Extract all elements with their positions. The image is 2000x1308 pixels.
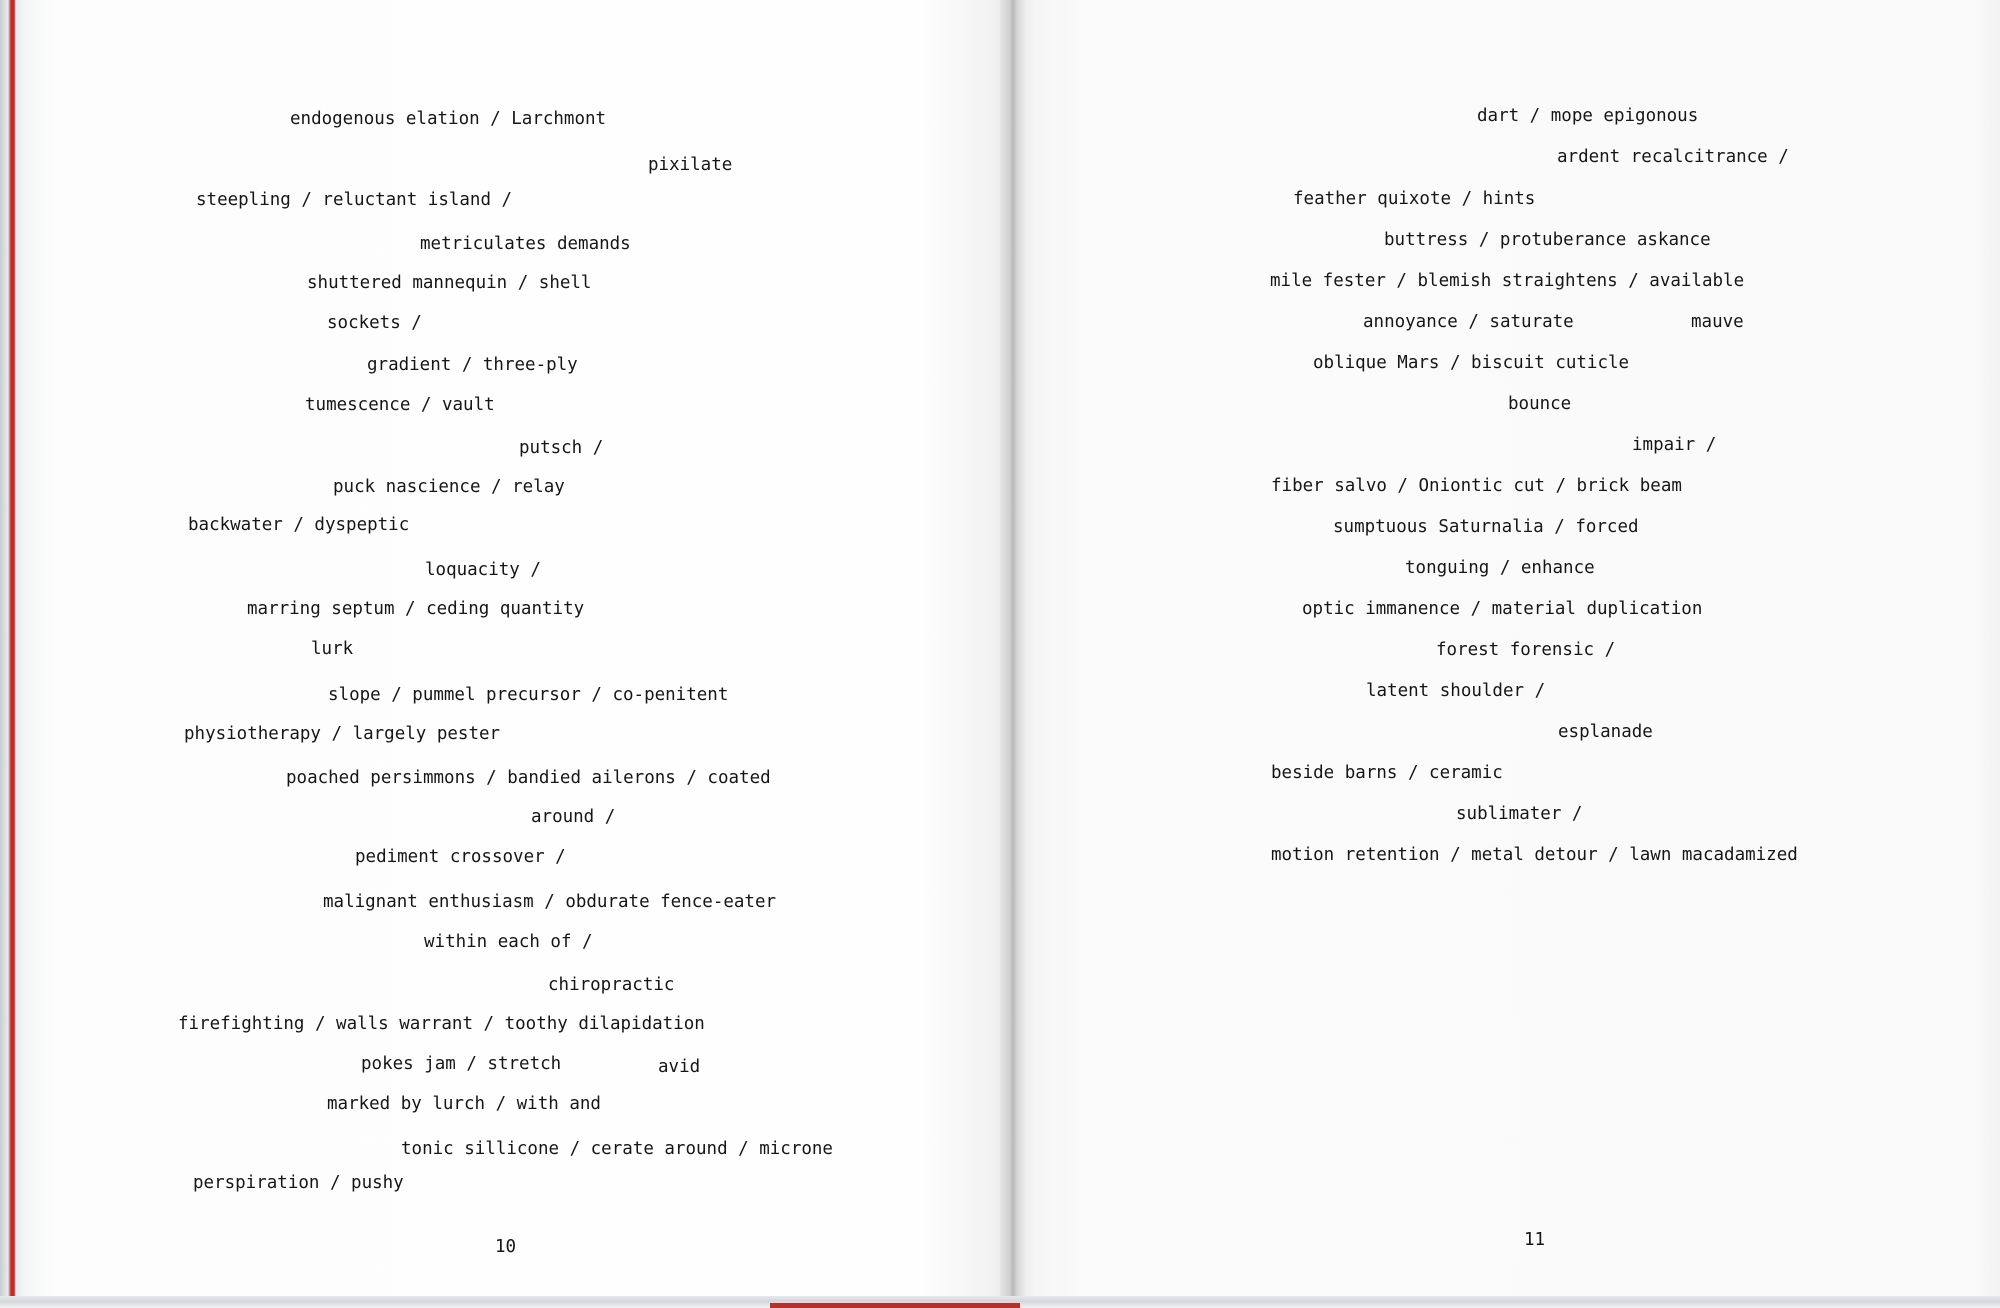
poem-line: sockets / bbox=[327, 313, 422, 333]
poem-line: tonguing / enhance bbox=[1405, 558, 1595, 578]
poem-line: malignant enthusiasm / obdurate fence-eater bbox=[323, 892, 777, 912]
poem-line: puck nascience / relay bbox=[333, 477, 565, 497]
poem-line: around / bbox=[531, 807, 616, 827]
poem-line: firefighting / walls warrant / toothy dilapidation bbox=[178, 1014, 705, 1034]
poem-line: feather quixote / hints bbox=[1293, 189, 1536, 209]
poem-line: gradient / three-ply bbox=[367, 355, 578, 375]
poem-line: chiropractic bbox=[548, 975, 675, 995]
poem-line: tumescence / vault bbox=[305, 395, 495, 415]
poem-line: mauve bbox=[1691, 312, 1744, 332]
binding-tape bbox=[770, 1303, 1020, 1308]
poem-line: perspiration / pushy bbox=[193, 1173, 404, 1193]
poem-line: fiber salvo / Oniontic cut / brick beam bbox=[1271, 476, 1682, 496]
poem-line: tonic sillicone / cerate around / microne bbox=[401, 1139, 833, 1159]
poem-line: marring septum / ceding quantity bbox=[247, 599, 585, 619]
page-number: 11 bbox=[1524, 1230, 1546, 1250]
poem-line: impair / bbox=[1632, 435, 1717, 455]
poem-line: optic immanence / material duplication bbox=[1302, 599, 1703, 619]
poem-line: latent shoulder / bbox=[1366, 681, 1546, 701]
cover-binding-edge bbox=[0, 0, 24, 1308]
poem-line: beside barns / ceramic bbox=[1271, 763, 1503, 783]
poem-line: bounce bbox=[1508, 394, 1572, 414]
page-number: 10 bbox=[495, 1237, 517, 1257]
poem-line: poached persimmons / bandied ailerons / coated bbox=[286, 768, 771, 788]
poem-line: ardent recalcitrance / bbox=[1557, 147, 1789, 167]
book-gutter bbox=[1000, 0, 1026, 1308]
poem-line: forest forensic / bbox=[1436, 640, 1616, 660]
poem-line: annoyance / saturate bbox=[1363, 312, 1574, 332]
poem-line: motion retention / metal detour / lawn macadamized bbox=[1271, 845, 1798, 865]
poem-line: marked by lurch / with and bbox=[327, 1094, 601, 1114]
poem-line: steepling / reluctant island / bbox=[196, 190, 513, 210]
poem-line: slope / pummel precursor / co-penitent bbox=[328, 685, 729, 705]
poem-line: endogenous elation / Larchmont bbox=[290, 109, 607, 129]
poem-line: buttress / protuberance askance bbox=[1384, 230, 1711, 250]
poem-line: avid bbox=[658, 1057, 701, 1077]
poem-line: loquacity / bbox=[425, 560, 541, 580]
poem-line: putsch / bbox=[519, 438, 604, 458]
poem-line: pediment crossover / bbox=[355, 847, 566, 867]
poem-line: oblique Mars / biscuit cuticle bbox=[1313, 353, 1630, 373]
poem-line: physiotherapy / largely pester bbox=[184, 724, 501, 744]
poem-line: metriculates demands bbox=[420, 234, 631, 254]
poem-line: within each of / bbox=[424, 932, 593, 952]
poem-line: dart / mope epigonous bbox=[1477, 106, 1699, 126]
poem-line: lurk bbox=[311, 639, 354, 659]
poem-line: pixilate bbox=[648, 155, 733, 175]
poem-line: shuttered mannequin / shell bbox=[307, 273, 592, 293]
poem-line: pokes jam / stretch bbox=[361, 1054, 562, 1074]
poem-line: mile fester / blemish straightens / available bbox=[1270, 271, 1745, 291]
poem-line: backwater / dyspeptic bbox=[188, 515, 410, 535]
poem-line: esplanade bbox=[1558, 722, 1653, 742]
poem-line: sublimater / bbox=[1456, 804, 1583, 824]
poem-line: sumptuous Saturnalia / forced bbox=[1333, 517, 1639, 537]
